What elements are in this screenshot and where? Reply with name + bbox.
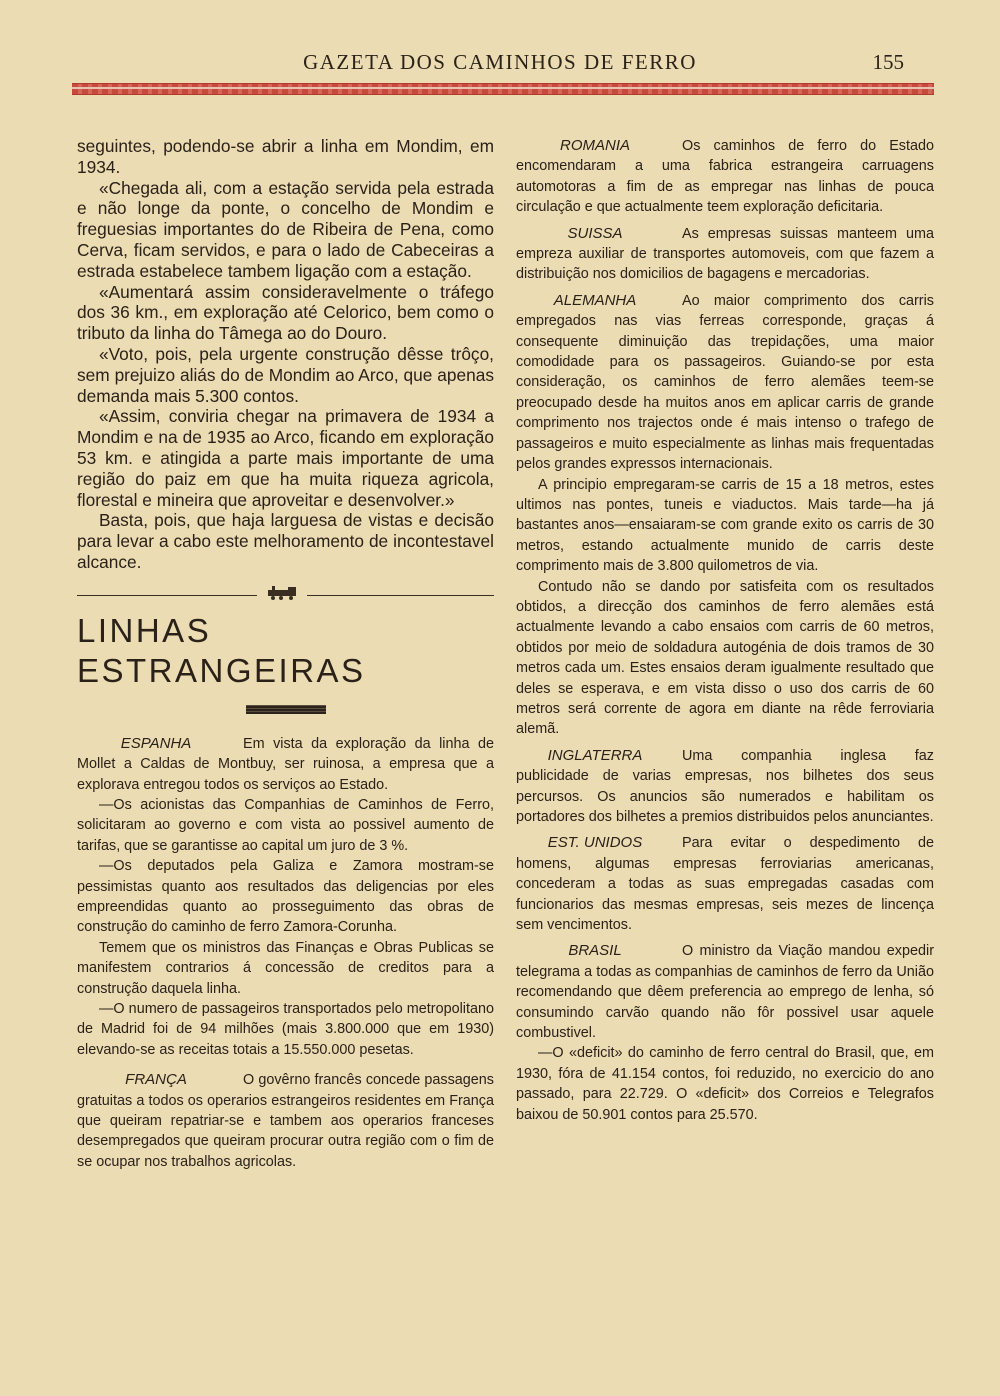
news-espanha [77, 734, 494, 795]
right-column [516, 136, 934, 1125]
news-suissa [516, 224, 934, 285]
paragraph: «Voto, pois, pela urgente construção dêsse trôço, sem prejuizo aliás do de Mondim ao Arco, que apenas demanda mais 5.300 contos. [77, 343, 494, 406]
left-column [77, 136, 494, 1172]
paragraph: «Chegada ali, com a estação servida pela estrada e não longe da ponte, o concelho de Mondim e freguesias importantes do de Ribeira de Pena, como Cerva, ficam servidos, e para o lado de Cabeceiras a estrada estabelece tambem ligação com a estação. [77, 177, 494, 281]
paragraph: O ministro da Viação mandou expedir telegrama a todas as companhias de caminhos de ferro da União recomendando que dêem preferencia ao emprego de lenha, só consumindo carvão quando não fôr possivel usar aquele combustivel. [516, 943, 934, 1042]
paragraph: —Os acionistas das Companhias de Caminhos de Ferro, solicitaram ao governo e com vista ao possivel aumento de tarifas, que se garantisse ao capital um juro de 3 %. [77, 796, 494, 854]
header-rule [72, 83, 934, 95]
title-underbar [246, 705, 326, 714]
paragraph: O govêrno francês concede passagens gratuitas a todos os operarios estrangeiros residentes em França que queiram repatriar-se e tambem aos operarios franceses desempregados que queiram procurar outra região com o fim de se ocupar nos trabalhos agricolas. [77, 1072, 494, 1170]
country-label: EST. UNIDOS [547, 834, 643, 852]
country-label: ALEMANHA [553, 291, 637, 309]
paragraph: Ao maior comprimento dos carris empregados nas vias ferreas corresponde, graças á consequente diminuição das trepidações, uma maior comodidade para os passageiros. Guiando-se por esta consideração, os caminhos de ferro alemães teem-se preocupado desde ha muitos anos em aplicar carris de grande comprimento nos trajectos onde é mais intenso o trafego de passageiros e muito especialmente as linhas mais frequentadas pelos grandes expressos internacionais. [516, 292, 934, 473]
page-header [0, 46, 1000, 78]
country-label: ROMANIA [559, 137, 630, 154]
paragraph: —O «deficit» do caminho de ferro central do Brasil, que, em 1930, fóra de 41.154 contos, foi reduzido, no exercicio do ano passado, para 22.729. O «deficit» dos Correios e Telegrafos baixou de 50.901 contos para 25.570. [516, 1045, 934, 1123]
locomotive-icon [264, 585, 304, 601]
news-alemanha [516, 291, 934, 475]
paragraph: Basta, pois, que haja larguesa de vistas e decisão para levar a cabo este melhoramento de incontestavel alcance. [77, 510, 494, 572]
paragraph: seguintes, podendo-se abrir a linha em Mondim, em 1934. [77, 136, 494, 177]
country-label: SUISSA [567, 224, 623, 242]
paragraph: Contudo não se dando por satisfeita com os resultados obtidos, a direcção dos caminhos de ferro alemães está actualmente levando a cabo ensaios com carris de 60 metros, obtidos por meio de soldadura autogénia de dois tramos de 30 metros cada um. Estes ensaios deram igualmente resultado que deles se esperava, e em vista disso o uso dos carris de 60 metros será corrente de agora em diante na rêde ferroviaria alemã. [516, 578, 934, 738]
page-number: 155 [872, 50, 904, 74]
journal-title: GAZETA DOS CAMINHOS DE FERRO [303, 50, 697, 74]
paragraph: «Assim, conviria chegar na primavera de 1934 a Mondim e na de 1935 ao Arco, ficando em exploração 53 km. e atingida a parte mais importante de uma região do paiz em que ha muita riqueza agricola, florestal e mineira que aproveitar e desenvolver.» [77, 406, 494, 510]
country-label: INGLATERRA [547, 746, 643, 764]
paragraph: Os caminhos de ferro do Estado encomendaram a uma fabrica estrangeira carruagens automotoras a fim de as empregar nas linhas de pouca circulação e que actualmente teem exploração deficitaria. [516, 138, 934, 216]
paragraph: —Os deputados pela Galiza e Zamora mostram-se pessimistas quanto aos resultados das deligencias por eles empreendidas quanto ao prosseguimento das obras de construção do caminho de ferro Zamora-Corunha. [77, 858, 494, 936]
paragraph: Em vista da exploração da linha de Mollet a Caldas de Montbuy, ser ruinosa, a empresa que a explorava entregou todos os serviços ao Estado. [77, 735, 494, 793]
country-label: ESPANHA [120, 734, 192, 752]
news-romania [516, 136, 934, 218]
country-label: FRANÇA [125, 1071, 187, 1089]
paragraph: Temem que os ministros das Finanças e Obras Publicas se manifestem contrarios á concessão de creditos para a construção daquela linha. [77, 939, 494, 997]
paragraph: «Aumentará assim consideravelmente o tráfego dos 36 km., em exploração até Celorico, bem como o tributo da linha do Tâmega ao do Douro. [77, 281, 494, 344]
news-brasil [516, 941, 934, 1043]
paragraph: As empresas suissas manteem uma empreza auxiliar de transportes automoveis, com que fazem a distribuição nos domicilios de bagagens e mercadorias. [516, 225, 934, 283]
news-est-unidos [516, 833, 934, 935]
paragraph: Uma companhia inglesa faz publicidade de varias empresas, nos bilhetes dos seus percursos. Os anuncios são numerados e habilitam os portadores dos bilhetes a premios distribuidos pelos anunciantes. [516, 747, 934, 825]
section-title: LINHAS ESTRANGEIRAS [77, 611, 366, 689]
country-label: BRASIL [568, 942, 622, 960]
paragraph: —O numero de passageiros transportados pelo metropolitano de Madrid foi de 94 milhões (mais 3.800.000 que em 1930) elevando-se as receitas totais a 15.550.000 pesetas. [77, 1001, 494, 1058]
paragraph: A principio empregaram-se carris de 15 a 18 metros, estes ultimos nas pontes, tuneis e viaductos. Mais tarde—ha já bastantes anos—ensaiaram-se com grande exito os carris de 30 metros, estando actualmente munido de carris deste comprimento mais de 3.800 quilometros de via. [516, 476, 934, 575]
section-divider [77, 585, 494, 603]
paragraph: Para evitar o despedimento de homens, algumas empresas ferroviarias americanas, concederam a todas as suas empregadas casadas com funcionarios das mesmas empresas, seis mezes de lincença sem vencimentos. [516, 835, 934, 934]
news-inglaterra [516, 746, 934, 828]
news-franca [77, 1070, 494, 1172]
